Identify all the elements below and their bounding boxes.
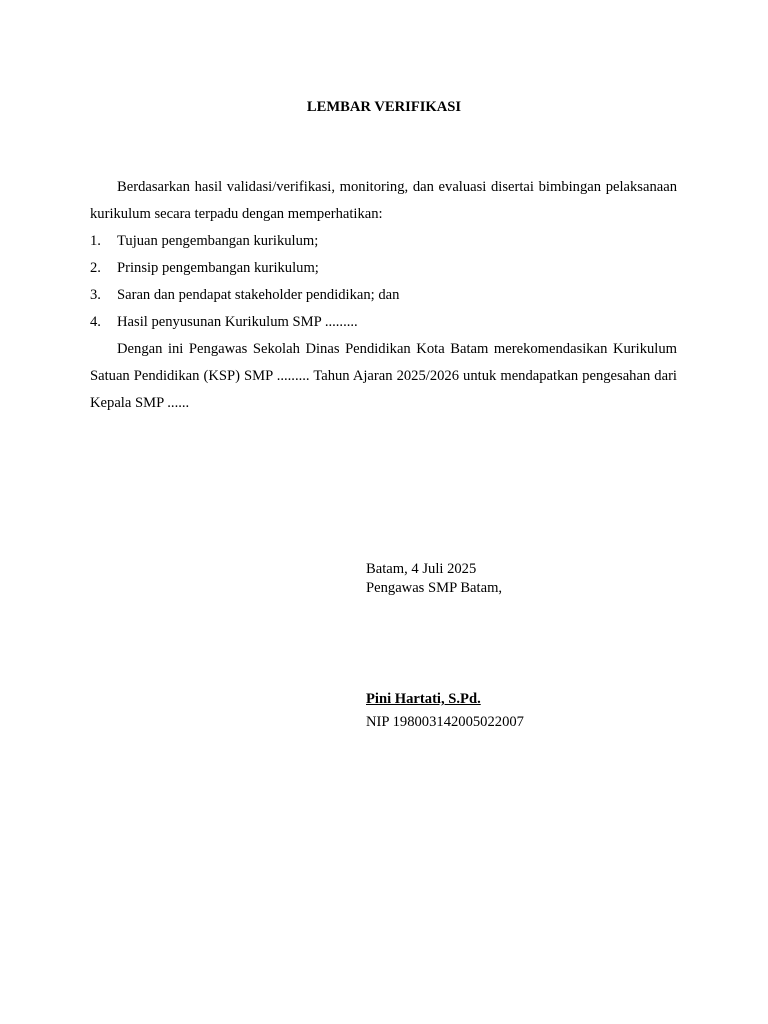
list-item	[90, 228, 677, 255]
list-item-text: Tujuan pengembangan kurikulum;	[117, 233, 319, 249]
signer-role: Pengawas SMP Batam,	[366, 580, 503, 596]
signer-name: Pini Hartati, S.Pd.	[366, 691, 481, 707]
criteria-list	[90, 228, 677, 336]
list-item-number: 2.	[90, 260, 101, 276]
list-item-number: 1.	[90, 233, 101, 249]
list-item	[90, 255, 677, 282]
document-body	[90, 174, 677, 417]
list-item-text: Saran dan pendapat stakeholder pendidikan; dan	[117, 287, 400, 303]
closing-paragraph: Dengan ini Pengawas Sekolah Dinas Pendidikan Kota Batam merekomendasikan Kurikulum Satuan Pendidikan (KSP) SMP ......... Tahun Ajaran 2025/2026 untuk mendapatkan pengesahan dari Kepala SMP ......	[90, 341, 677, 411]
signature-block	[366, 560, 686, 598]
list-item-text: Hasil penyusunan Kurikulum SMP .........	[117, 314, 358, 330]
list-item-number: 4.	[90, 314, 101, 330]
list-item-number: 3.	[90, 287, 101, 303]
list-item-text: Prinsip pengembangan kurikulum;	[117, 260, 319, 276]
list-item	[90, 309, 677, 336]
document-title: LEMBAR VERIFIKASI	[306, 99, 462, 115]
place-date: Batam, 4 Juli 2025	[366, 561, 477, 577]
intro-paragraph: Berdasarkan hasil validasi/verifikasi, monitoring, dan evaluasi disertai bimbingan pelaksanaan kurikulum secara terpadu dengan memperhatikan:	[90, 179, 677, 222]
list-item	[90, 282, 677, 309]
signer-nip: NIP 198003142005022007	[366, 714, 524, 730]
